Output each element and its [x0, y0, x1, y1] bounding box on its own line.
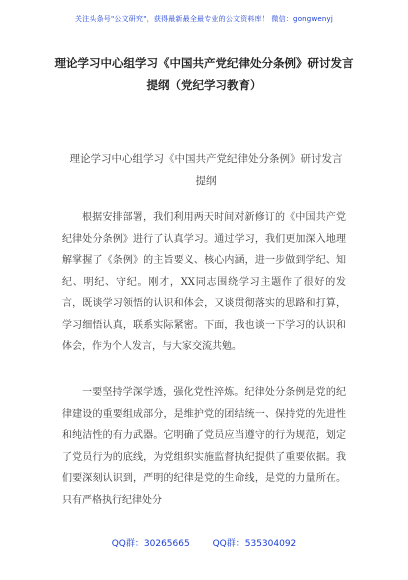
paragraph-intro: 根据安排部署，我们利用两天时间对新修订的《中国共产党纪律处分条例》进行了认真学习。通过学习，我们更加深入地理解掌握了《条例》的主旨要义、核心内涵，进一步做到学纪、知纪、明纪、守纪。刚才，XX同志围绕学习主题作了很好的发言，既谈学习领悟的认识和体会，又谈贯彻落实的思路和打算，学习细悟认真，联系实际紧密。下面，我也谈一下学习的认识和体会，作为个人发言，与大家交流共勉。	[62, 212, 346, 352]
paragraph-point-one: 一要坚持学深学透，强化党性淬炼。纪律处分条例是党的纪律建设的重要组成部分，是维护党的团结统一、保持党的先进性和纯洁性的有力武器。它明确了党员应当遵守的行为规范，划定了党员行为的底线，为党组织实施监督执纪提供了重要依据。我们要深刻认识到，严明的纪律是党的生命线，是党的力量所在。只有严格执行纪律处分	[62, 387, 346, 506]
footer-contact	[0, 536, 408, 549]
footer-qq-group-1: QQ群：30265665	[111, 539, 190, 549]
top-banner: 关注头条号"公文研究"，获得最新最全最专业的公文资料库！ 微信：gongwenyj	[74, 15, 334, 23]
document-subtitle: 理论学习中心组学习《中国共产党纪律处分条例》研讨发言提纲	[69, 153, 343, 187]
page-title: 理论学习中心组学习《中国共产党纪律处分条例》研讨发言提纲（党纪学习教育）	[54, 56, 354, 92]
footer-qq-group-2: QQ群：535304092	[212, 539, 297, 549]
